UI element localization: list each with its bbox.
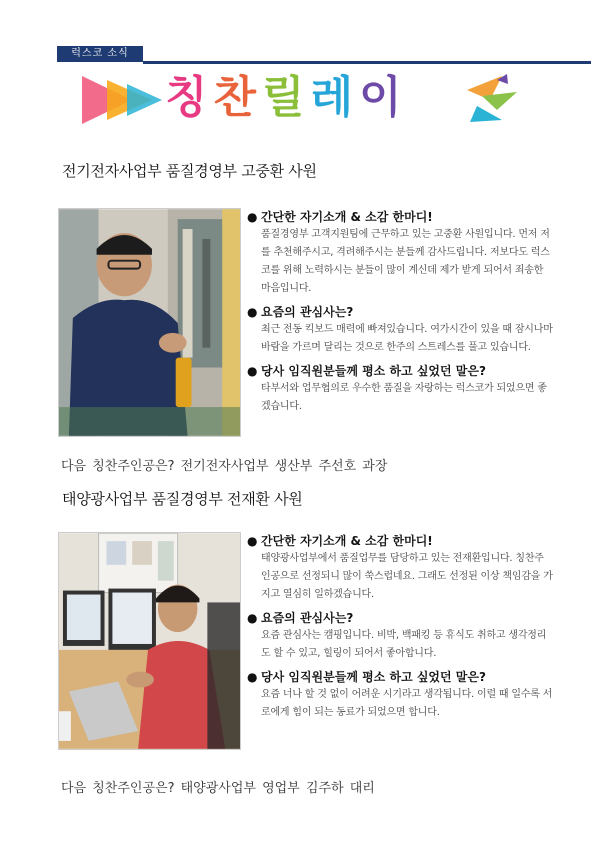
profile-photo: [58, 208, 241, 437]
banner-char: 칭: [165, 72, 214, 123]
answer: 타부서와 업무협의로 우수한 품질을 자랑하는 럭스코가 되었으면 좋겠습니다.: [261, 383, 547, 412]
profile-title: 태양광사업부 품질경영부 전재환 사원: [62, 490, 303, 508]
answer: 요즘 너나 할 것 없이 어려운 시기라고 생각됩니다. 이럴 때 일수록 서로에게 힘이 되는 동료가 되었으면 합니다.: [261, 689, 553, 718]
bullet-icon: ●: [247, 364, 258, 378]
next-nominee: 다음 칭찬주인공은? 태양광사업부 영업부 김주하 대리: [61, 781, 375, 796]
question: 요즘의 관심사는?: [261, 611, 354, 625]
qa-item: [247, 668, 553, 722]
question: 간단한 자기소개 & 소감 한마디!: [261, 534, 433, 548]
answer: 태양광사업부에서 품질업무를 담당하고 있는 전재환입니다. 칭찬주인공으로 선정되니 많이 쑥스럽네요. 그래도 선정된 이상 책임감을 가지고 열심히 일하겠습니다.: [261, 553, 553, 600]
question: 당사 임직원분들께 평소 하고 싶었던 말은?: [261, 670, 486, 684]
banner-char: 레: [310, 72, 360, 123]
bullet-icon: ●: [247, 670, 258, 684]
qa-item: [247, 609, 553, 663]
bullet-icon: ●: [247, 305, 258, 319]
answer: 최근 전동 킥보드 매력에 빠져있습니다. 여가시간이 있을 때 잠시나마 바람을 가르며 달리는 것으로 한주의 스트레스를 풀고 있습니다.: [261, 324, 553, 353]
qa-item: [247, 303, 553, 357]
profile-qa: [247, 532, 553, 727]
bullet-icon: ●: [247, 611, 258, 625]
profile-title: 전기전자사업부 품질경영부 고중환 사원: [62, 162, 317, 180]
question: 간단한 자기소개 & 소감 한마디!: [261, 210, 433, 224]
answer: 요즘 관심사는 캠핑입니다. 비박, 백패킹 등 휴식도 취하고 생각정리도 할 수 있고, 힐링이 되어서 좋아합니다.: [261, 630, 547, 659]
answer: 품질경영부 고객지원팀에 근무하고 있는 고중환 사원입니다. 먼저 저를 추천해주시고, 격려해주시는 분들께 감사드립니다. 저보다도 럭스코를 위해 노력하시는 분들이 많이 계신데 제가 받게 되어서 죄송한 마음입니다.: [261, 229, 550, 294]
profile-photo: [58, 532, 241, 750]
header-rule: [143, 61, 591, 64]
question: 당사 임직원분들께 평소 하고 싶었던 말은?: [261, 364, 486, 378]
bullet-icon: ●: [247, 534, 258, 548]
section-tag: 럭스코 소식: [57, 46, 143, 62]
banner-char: 이: [359, 72, 408, 123]
bullet-icon: ●: [247, 210, 258, 224]
qa-item: [247, 532, 553, 604]
question: 요즘의 관심사는?: [261, 305, 354, 319]
banner-char: 릴: [262, 72, 311, 123]
banner-char: 찬: [213, 72, 263, 123]
next-nominee: 다음 칭찬주인공은? 전기전자사업부 생산부 주선호 과장: [61, 459, 388, 474]
banner-title: [165, 72, 408, 124]
qa-item: [247, 208, 553, 298]
profile-qa: [247, 208, 553, 421]
qa-item: [247, 362, 553, 416]
